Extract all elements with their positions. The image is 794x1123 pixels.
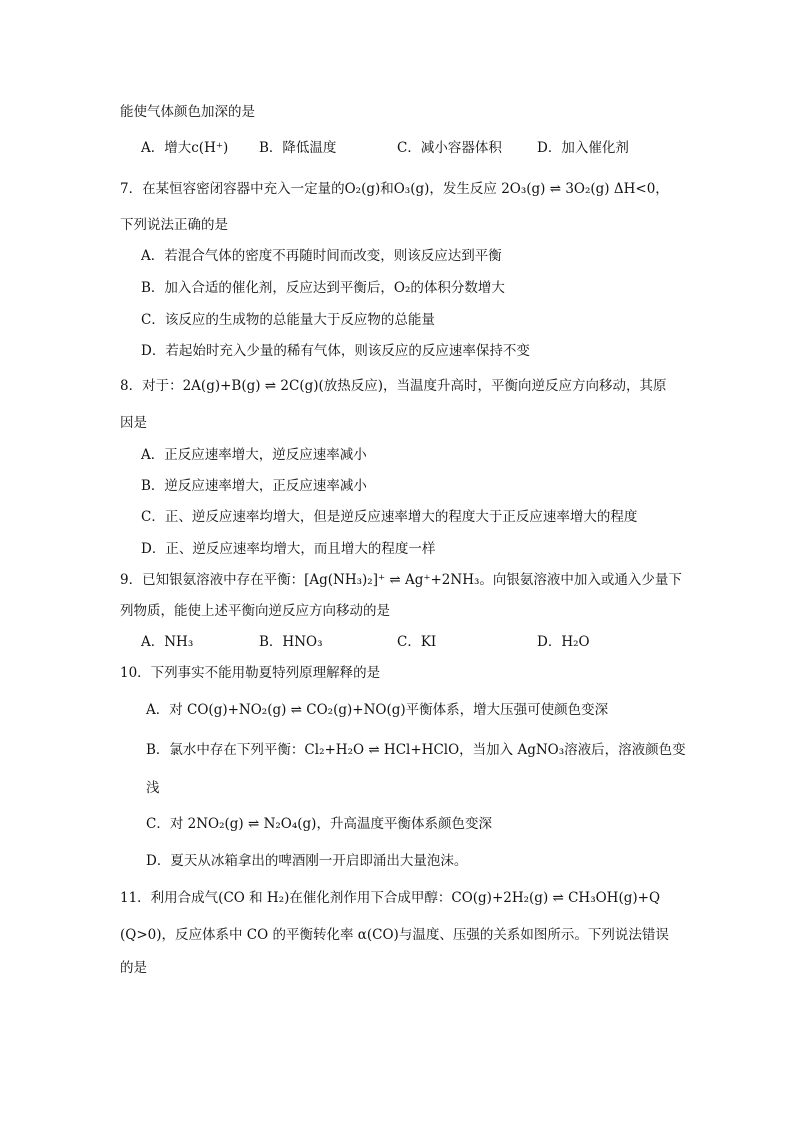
q7-option-b: B．加入合适的催化剂，反应达到平衡后，O₂的体积分数增大	[141, 280, 505, 296]
q7-stem-line2: 下列说法正确的是	[120, 217, 228, 233]
q10-stem: 10．下列事实不能用勒夏特列原理解释的是	[120, 665, 381, 681]
intro-option-d: D．加入催化剂	[537, 140, 629, 156]
q9-option-c: C．KI	[397, 634, 437, 650]
q7-option-d: D．若起始时充入少量的稀有气体，则该反应的反应速率保持不变	[141, 343, 530, 359]
q7-option-c: C．该反应的生成物的总能量大于反应物的总能量	[141, 312, 435, 328]
q9-option-d: D．H₂O	[537, 634, 590, 650]
q11-stem-line3: 的是	[120, 960, 147, 976]
intro-text: 能使气体颜色加深的是	[120, 104, 255, 120]
q11-stem-line1: 11．利用合成气(CO 和 H₂)在催化剂作用下合成甲醇：CO(g)+2H₂(g) ⇌ CH₃OH(g)+Q	[120, 890, 661, 906]
q10-option-a: A．对 CO(g)+NO₂(g) ⇌ CO₂(g)+NO(g)平衡体系，增大压强可使颜色变深	[146, 702, 609, 718]
q8-stem-line1: 8．对于：2A(g)+B(g) ⇌ 2C(g)(放热反应)，当温度升高时，平衡向逆反应方向移动，其原	[120, 378, 667, 394]
q8-option-d: D．正、逆反应速率均增大，而且增大的程度一样	[141, 541, 436, 557]
q10-option-b-continued: 浅	[146, 780, 160, 796]
q10-option-c: C．对 2NO₂(g) ⇌ N₂O₄(g)，升高温度平衡体系颜色变深	[146, 816, 492, 832]
q9-option-a: A．NH₃	[141, 634, 194, 650]
q8-option-b: B．逆反应速率增大，正反应速率减小	[141, 478, 367, 494]
intro-option-b: B．降低温度	[259, 140, 337, 156]
q8-option-c: C．正、逆反应速率均增大，但是逆反应速率增大的程度大于正反应速率增大的程度	[141, 509, 638, 525]
q8-stem-line2: 因是	[120, 415, 147, 431]
q7-stem-line1: 7．在某恒容密闭容器中充入一定量的O₂(g)和O₃(g)，发生反应 2O₃(g) ⇌ 3O₂(g) ΔH<0，	[120, 181, 669, 197]
q11-stem-line2: (Q>0)，反应体系中 CO 的平衡转化率 α(CO)与温度、压强的关系如图所示。下列说法错误	[120, 927, 669, 943]
q9-stem-line2: 列物质，能使上述平衡向逆反应方向移动的是	[120, 603, 390, 619]
intro-option-c: C．减小容器体积	[397, 140, 502, 156]
q8-option-a: A．正反应速率增大，逆反应速率减小	[141, 447, 367, 463]
q10-option-d: D．夏天从冰箱拿出的啤酒刚一开启即涌出大量泡沫。	[146, 853, 468, 869]
q9-option-b: B．HNO₃	[259, 634, 323, 650]
q10-option-b: B．氯水中存在下列平衡：Cl₂+H₂O ⇌ HCl+HClO，当加入 AgNO₃溶液后，溶液颜色变	[146, 742, 686, 758]
q7-option-a: A．若混合气体的密度不再随时间而改变，则该反应达到平衡	[141, 248, 502, 264]
q9-stem-line1: 9．已知银氨溶液中存在平衡：[Ag(NH₃)₂]⁺ ⇌ Ag⁺+2NH₃。向银氨溶液中加入或通入少量下	[120, 572, 682, 588]
intro-option-a: A．增大c(H⁺)	[141, 140, 229, 156]
